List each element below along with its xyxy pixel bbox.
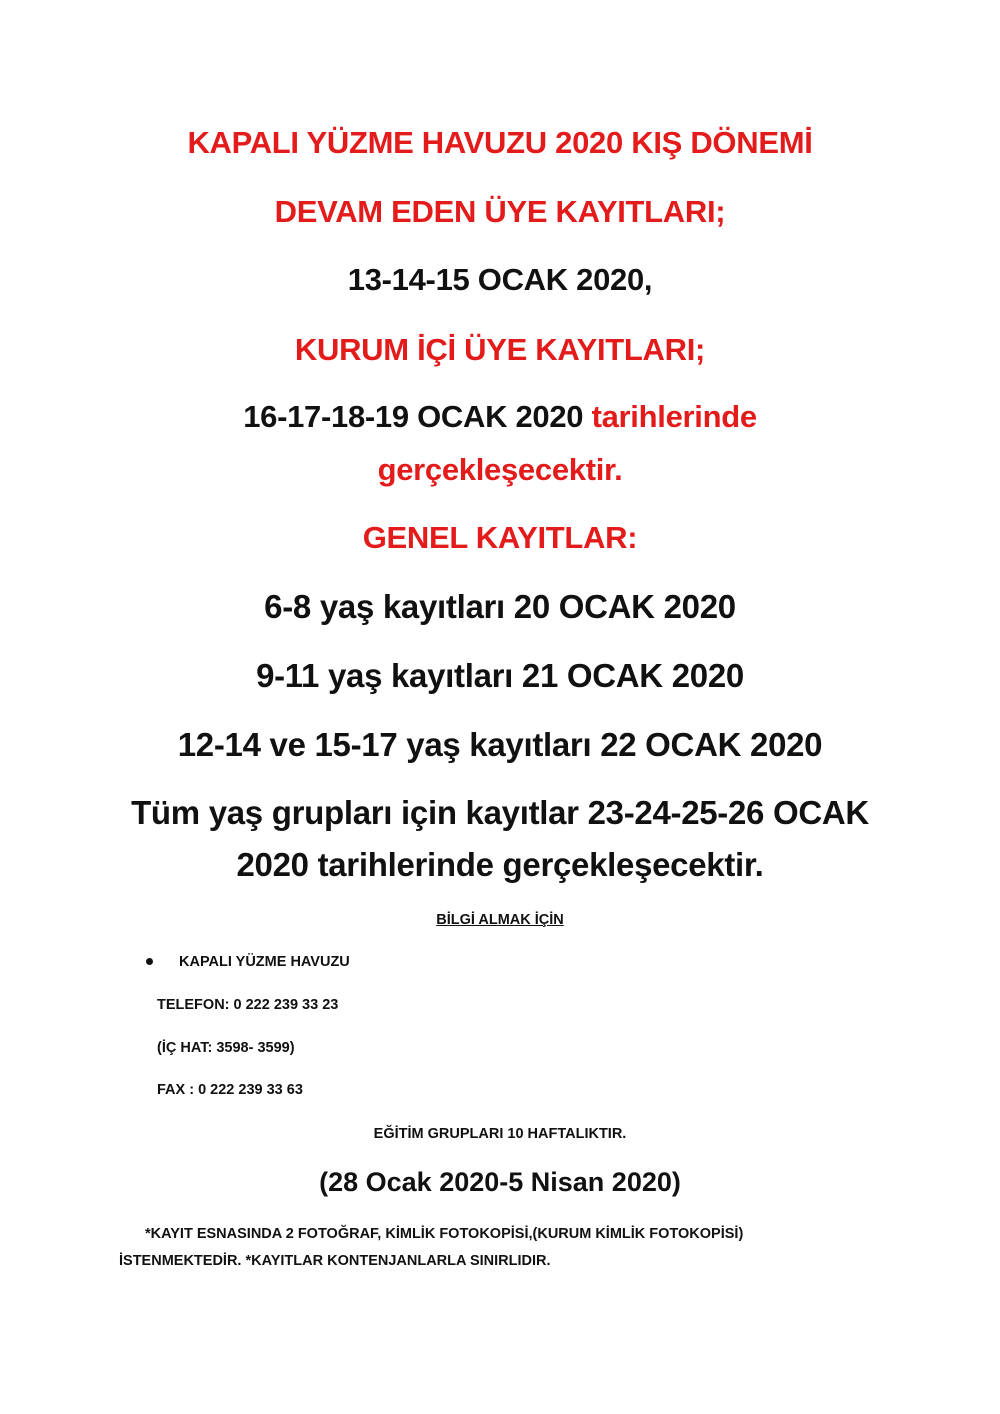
title-pool-winter-term: KAPALI YÜZME HAVUZU 2020 KIŞ DÖNEMİ (187, 125, 813, 160)
contact-heading: BİLGİ ALMAK İÇİN (436, 912, 564, 928)
training-duration: EĞİTİM GRUPLARI 10 HAFTALIKTIR. (373, 1126, 627, 1142)
schedule-row-6-8: 6-8 yaş kayıtları 20 OCAK 2020 (264, 588, 736, 625)
schedule-row-12-17: 12-14 ve 15-17 yaş kayıtları 22 OCAK 2020 (177, 726, 823, 763)
training-period: (28 Ocak 2020-5 Nisan 2020) (319, 1167, 681, 1197)
internal-members-will-take-place: gerçekleşecektir. (377, 452, 623, 487)
contact-phone: TELEFON: 0 222 239 33 23 (157, 997, 339, 1013)
contact-extension: (İÇ HAT: 3598- 3599) (157, 1040, 295, 1056)
continuing-members-dates: 13-14-15 OCAK 2020, (347, 262, 653, 297)
schedule-row-all-ages-2: 2020 tarihlerinde gerçekleşecektir. (236, 846, 764, 883)
schedule-row-all-ages-1: Tüm yaş grupları için kayıtlar 23-24-25-26 OCAK (131, 794, 869, 831)
title-general-registration: GENEL KAYITLAR: (362, 520, 638, 555)
note-line-2: İSTENMEKTEDİR. *KAYITLAR KONTENJANLARLA SINIRLIDIR. (119, 1253, 551, 1269)
title-continuing-members: DEVAM EDEN ÜYE KAYITLARI; (274, 194, 726, 229)
contact-name: KAPALI YÜZME HAVUZU (179, 954, 350, 970)
internal-members-dates (0, 399, 1000, 435)
bullet-icon (146, 958, 153, 965)
note-line-1: *KAYIT ESNASINDA 2 FOTOĞRAF, KİMLİK FOTOKOPİSİ,(KURUM KİMLİK FOTOKOPİSİ) (145, 1226, 744, 1242)
internal-members-date-range: 16-17-18-19 OCAK 2020 (243, 399, 584, 434)
contact-fax: FAX : 0 222 239 33 63 (157, 1082, 303, 1098)
internal-members-dates-suffix: tarihlerinde (591, 399, 757, 434)
title-internal-members: KURUM İÇİ ÜYE KAYITLARI; (294, 332, 706, 367)
schedule-row-9-11: 9-11 yaş kayıtları 21 OCAK 2020 (256, 657, 744, 694)
